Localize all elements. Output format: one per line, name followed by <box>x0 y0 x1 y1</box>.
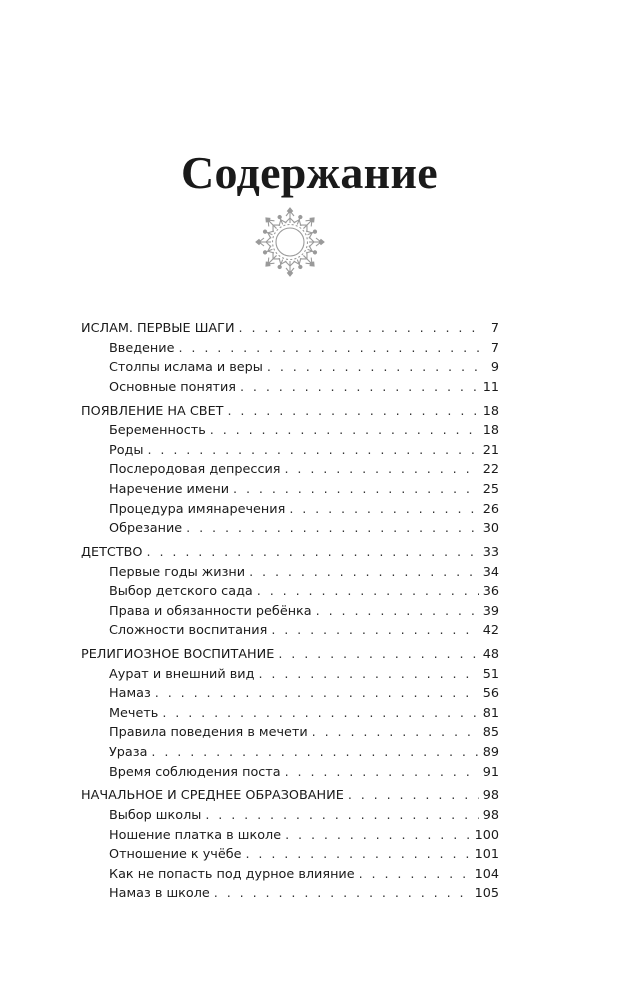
toc-entry-title: ДЕТСТВО <box>81 544 143 560</box>
dot-leader <box>271 621 478 641</box>
toc-subsection[interactable] <box>81 684 499 704</box>
toc-page-number: 81 <box>482 705 499 721</box>
toc-entry-title: Намаз в школе <box>109 886 210 902</box>
toc-subsection[interactable] <box>81 621 499 641</box>
toc-subsection[interactable] <box>81 339 499 359</box>
toc-page-number: 56 <box>482 686 499 702</box>
toc-entry-title: Права и обязанности ребёнка <box>109 603 312 619</box>
toc-entry-title: ПОЯВЛЕНИЕ НА СВЕТ <box>81 403 224 419</box>
toc-subsection[interactable] <box>81 441 499 461</box>
dot-leader <box>312 723 479 743</box>
toc-section[interactable] <box>81 645 499 665</box>
toc-page-number: 7 <box>490 340 499 356</box>
toc-entry-title: Наречение имени <box>109 481 230 497</box>
dot-leader <box>155 684 479 704</box>
toc-entry-title: НАЧАЛЬНОЕ И СРЕДНЕЕ ОБРАЗОВАНИЕ <box>81 788 344 804</box>
toc-section[interactable] <box>81 402 499 422</box>
dot-leader <box>359 865 471 885</box>
toc-subsection[interactable] <box>81 460 499 480</box>
dot-leader <box>205 806 478 826</box>
toc-page-number: 98 <box>482 808 499 823</box>
toc-subsection[interactable] <box>81 602 499 622</box>
toc-subsection[interactable] <box>81 378 499 398</box>
toc-page-number: 18 <box>482 403 499 419</box>
snowflake-mandala-icon <box>253 205 327 279</box>
dot-leader <box>148 441 479 461</box>
toc-subsection[interactable] <box>81 865 499 885</box>
toc-subsection[interactable] <box>81 763 499 783</box>
toc-section[interactable] <box>81 319 499 339</box>
dot-leader <box>151 743 478 763</box>
toc-subsection[interactable] <box>81 480 499 500</box>
dot-leader <box>178 339 479 359</box>
dot-leader <box>267 358 479 378</box>
dot-leader <box>214 884 471 904</box>
toc-entry-title: Обрезание <box>109 521 183 537</box>
toc-subsection[interactable] <box>81 519 499 539</box>
toc-page-number: 48 <box>482 647 499 663</box>
toc-subsection[interactable] <box>81 704 499 724</box>
toc-subsection[interactable] <box>81 806 499 826</box>
dot-leader <box>147 543 479 563</box>
toc-entry-title: Первые годы жизни <box>109 564 246 580</box>
toc-page-number: 91 <box>482 764 499 780</box>
toc-entry-title: Выбор детского сада <box>109 584 253 600</box>
toc-entry-title: Процедура имянаречения <box>109 501 286 517</box>
toc-entry-title: Столпы ислама и веры <box>109 360 263 376</box>
dot-leader <box>289 500 478 520</box>
toc-page-number: 33 <box>482 544 499 560</box>
dot-leader <box>285 763 479 783</box>
toc-page-number: 105 <box>474 886 499 902</box>
toc-entry-title: Ношение платка в школе <box>109 827 282 843</box>
toc-page-number: 51 <box>482 666 499 682</box>
dot-leader <box>240 378 479 398</box>
toc-entry-title: Как не попасть под дурное влияние <box>109 866 355 882</box>
toc-entry-title: Ураза <box>109 745 148 761</box>
toc-entry-title: Мечеть <box>109 705 159 721</box>
dot-leader <box>257 582 479 602</box>
toc-page-number: 21 <box>482 442 499 458</box>
dot-leader <box>278 645 478 665</box>
toc-entry-title: Беременность <box>109 423 206 439</box>
toc-subsection[interactable] <box>81 665 499 685</box>
toc-subsection[interactable] <box>81 563 499 583</box>
toc-entry-title: ИСЛАМ. ПЕРВЫЕ ШАГИ <box>81 321 235 336</box>
toc-page-number: 11 <box>482 379 499 395</box>
dot-leader <box>162 704 478 724</box>
toc-subsection[interactable] <box>81 884 499 904</box>
toc-section[interactable] <box>81 543 499 563</box>
dot-leader <box>316 602 479 622</box>
dot-leader <box>186 519 479 539</box>
toc-page-number: 36 <box>482 584 499 600</box>
toc-entry-title: Намаз <box>109 686 151 702</box>
dot-leader <box>258 665 478 685</box>
dot-leader <box>348 786 479 806</box>
toc-entry-title: Сложности воспитания <box>109 623 268 639</box>
toc-page-number: 85 <box>482 725 499 741</box>
toc-subsection[interactable] <box>81 826 499 846</box>
toc-entry-title: Аурат и внешний вид <box>109 666 255 682</box>
dot-leader <box>210 421 479 441</box>
toc-entry-title: Время соблюдения поста <box>109 764 281 780</box>
dot-leader <box>233 480 479 500</box>
toc-page-number: 30 <box>482 521 499 537</box>
toc-page-number: 22 <box>482 462 499 478</box>
toc-entry-title: РЕЛИГИОЗНОЕ ВОСПИТАНИЕ <box>81 647 275 663</box>
toc-entry-title: Основные понятия <box>109 379 236 395</box>
toc-entry-title: Роды <box>109 442 144 458</box>
toc-subsection[interactable] <box>81 421 499 441</box>
dot-leader <box>246 845 471 865</box>
toc-page-number: 18 <box>482 423 499 439</box>
dot-leader <box>285 460 479 480</box>
toc-page-number: 42 <box>482 623 499 639</box>
dot-leader <box>227 402 478 422</box>
dot-leader <box>285 826 470 846</box>
toc-subsection[interactable] <box>81 743 499 763</box>
toc-page-number: 9 <box>490 360 499 376</box>
toc-page-number: 89 <box>482 745 499 761</box>
toc-page-number: 25 <box>482 481 499 497</box>
toc-page-number: 39 <box>482 603 499 619</box>
table-of-contents <box>81 319 499 904</box>
toc-entry-title: Послеродовая депрессия <box>109 462 281 478</box>
dot-leader <box>239 319 479 339</box>
toc-page-number: 100 <box>474 827 499 843</box>
toc-subsection[interactable] <box>81 358 499 378</box>
toc-subsection[interactable] <box>81 500 499 520</box>
toc-page-number: 101 <box>474 847 499 863</box>
page-title: Содержание <box>181 146 438 198</box>
toc-entry-title: Введение <box>109 340 175 356</box>
toc-page-number: 7 <box>490 321 499 336</box>
dot-leader <box>249 563 479 583</box>
toc-section[interactable] <box>81 786 499 806</box>
toc-subsection[interactable] <box>81 582 499 602</box>
toc-page-number: 26 <box>482 501 499 517</box>
toc-entry-title: Отношение к учёбе <box>109 847 242 863</box>
toc-page-number: 104 <box>474 866 499 882</box>
toc-entry-title: Выбор школы <box>109 808 202 823</box>
toc-page-number: 98 <box>482 788 499 804</box>
toc-entry-title: Правила поведения в мечети <box>109 725 308 741</box>
toc-subsection[interactable] <box>81 723 499 743</box>
toc-subsection[interactable] <box>81 845 499 865</box>
toc-page-number: 34 <box>482 564 499 580</box>
